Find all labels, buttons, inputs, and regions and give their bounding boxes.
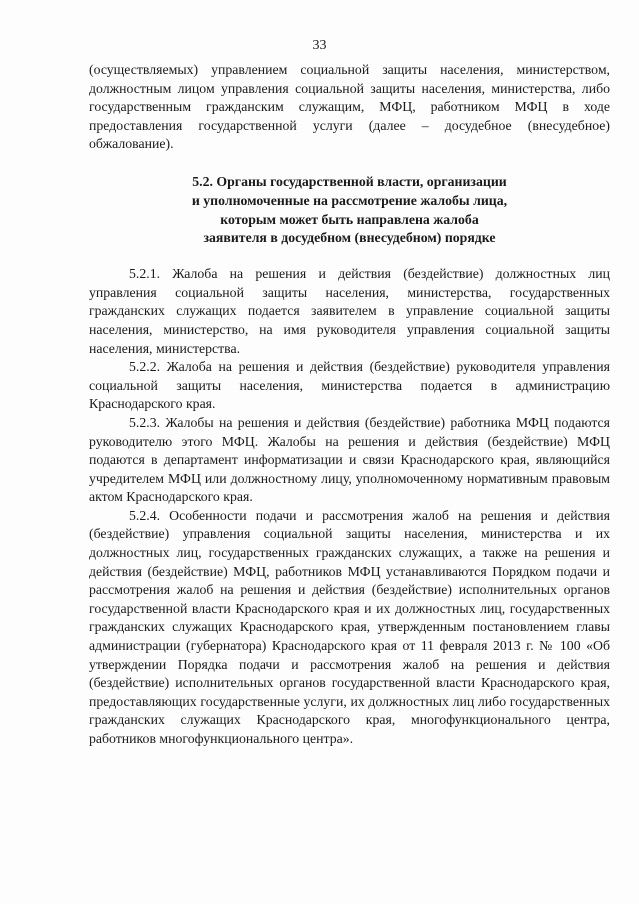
document-body (89, 61, 610, 749)
paragraph-5-2-1: 5.2.1. Жалоба на решения и действия (бездействие) должностных лиц управления социальной защиты населения, министерства, государственных гражданских служащих подается заявителем в управление социальной защиты населения, министерство, на имя руководителя управления социальной защиты населения, министерства. (89, 266, 610, 356)
section-heading-line-1: 5.2. Органы государственной власти, организации (192, 173, 507, 189)
paragraph-5-2-4: 5.2.4. Особенности подачи и рассмотрения жалоб на решения и действия (бездействие) управления социальной защиты населения, министерства и их должностных лиц, государственных гражданских служащих, а также на решения и действия (бездействие) МФЦ, работников МФЦ устанавливаются Порядком подачи и рассмотрения жалоб на решения и действия (бездействие) исполнительных органов государственной власти Краснодарского края и их должностных лиц, государственных гражданских служащих Краснодарского края, утвержденным постановлением главы администрации (губернатора) Краснодарского края от 11 февраля 2013 г. № 100 «Об утверждении Порядка подачи и рассмотрения жалоб на решения и действия (бездействие) исполнительных органов государственной власти Краснодарского края, предоставляющих государственные услуги, их должностных лиц либо государственных гражданских служащих Краснодарского края, многофункционального центра, работников многофункционального центра». (89, 507, 610, 746)
section-heading-line-4: заявителя в досудебном (внесудебном) порядке (203, 230, 496, 246)
section-heading-line-3: которым может быть направлена жалоба (220, 211, 479, 227)
page-number: 33 (312, 38, 327, 53)
paragraph-5-2-2: 5.2.2. Жалоба на решения и действия (бездействие) руководителя управления социальной защиты населения, министерства подается в администрацию Краснодарского края. (89, 359, 610, 412)
paragraph-5-2-3: 5.2.3. Жалобы на решения и действия (бездействие) работника МФЦ подаются руководителю этого МФЦ. Жалобы на решения и действия (бездействие) МФЦ подаются в департамент информатизации и связи Краснодарского края, являющийся учредителем МФЦ или должностному лицу, уполномоченному нормативным правовым актом Краснодарского края. (89, 414, 610, 505)
intro-paragraph: (осуществляемых) управлением социальной защиты населения, министерством, должностным лицом управления социальной защиты населения, министерства, либо государственным гражданским служащим, МФЦ, работником МФЦ в ходе предоставления государственной услуги (далее – досудебное (внесудебное) обжалование). (89, 62, 610, 152)
section-heading-line-2: и уполномоченные на рассмотрение жалобы лица, (191, 192, 508, 208)
section-heading (89, 173, 610, 248)
